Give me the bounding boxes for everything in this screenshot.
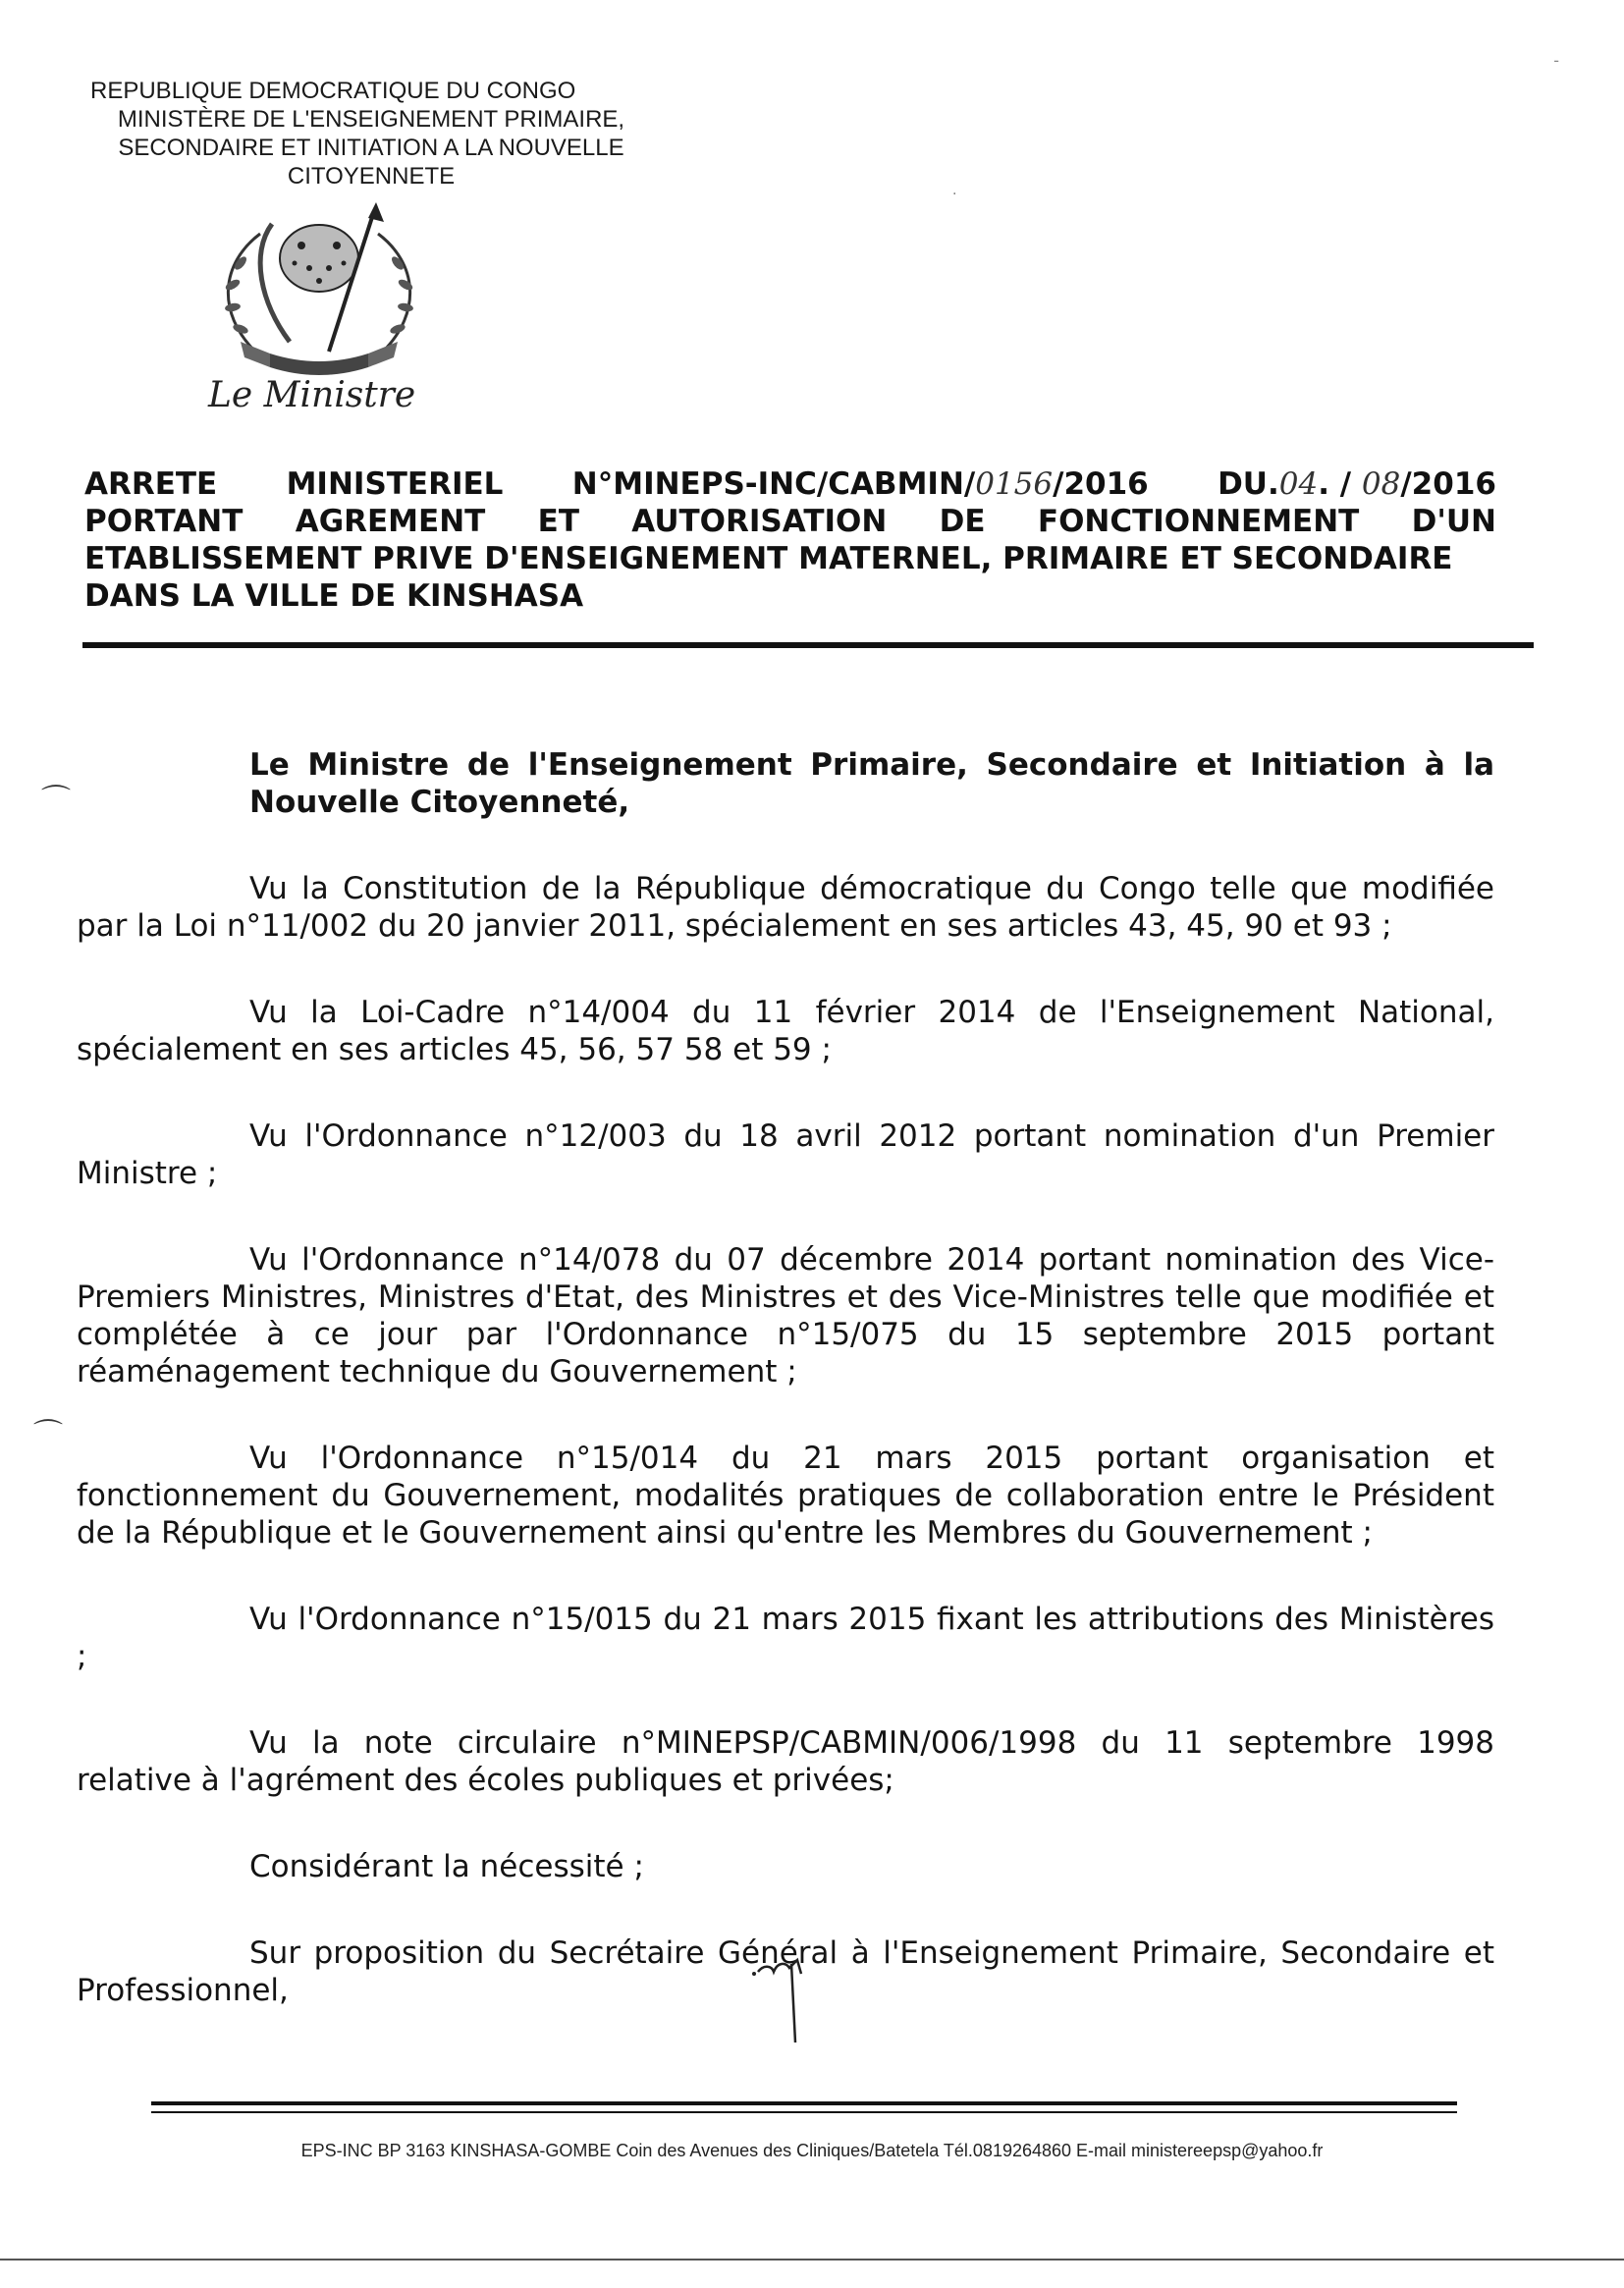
handwritten-month: 08 (1361, 466, 1401, 502)
title-line: DANS LA VILLE DE KINSHASA (84, 578, 584, 614)
paragraph: Vu la note circulaire n°MINEPSP/CABMIN/006/1998 du 11 septembre 1998 relative à l'agrément des écoles publiques et privées; (77, 1725, 1494, 1798)
scan-speck: · (952, 187, 957, 202)
letterhead-line: REPUBLIQUE DEMOCRATIQUE DU CONGO (90, 78, 576, 104)
title-word: N°MINEPS-INC/CABMIN/0156/2016 (571, 466, 1149, 502)
title-word: AGREMENT (295, 504, 486, 539)
paragraph: Vu l'Ordonnance n°12/003 du 18 avril 2012 portant nomination d'un Premier Ministre ; (77, 1118, 1494, 1191)
document-title (84, 465, 1496, 615)
paragraph: Vu l'Ordonnance n°15/015 du 21 mars 2015 fixant les attributions des Ministères ; (77, 1602, 1494, 1674)
corner-mark: - (1553, 51, 1559, 70)
title-word: MINISTERIEL (286, 466, 504, 502)
minister-caption: Le Ministre (208, 375, 416, 415)
title-word: ET (537, 504, 579, 539)
minister-greeting: Le Ministre de l'Enseignement Primaire, Secondaire et Initiation à la Nouvelle Citoyenneté, (249, 747, 1494, 820)
title-word: PORTANT (84, 504, 244, 539)
paragraph: Vu la Loi-Cadre n°14/004 du 11 février 2014 de l'Enseignement National, spécialement en ses articles 45, 56, 57 58 et 59 ; (77, 995, 1494, 1067)
margin-mark: ⌒ (33, 1418, 63, 1452)
paragraph: Vu la Constitution de la République démocratique du Congo telle que modifiée par la Loi n°11/002 du 20 janvier 2011, spécialement en ses articles 43, 45, 90 et 93 ; (77, 871, 1494, 944)
title-divider (82, 642, 1534, 648)
title-word: AUTORISATION (631, 504, 888, 539)
letterhead (86, 77, 656, 191)
title-word: DE (939, 504, 986, 539)
title-word: FONCTIONNEMENT (1037, 504, 1360, 539)
paragraph: Vu l'Ordonnance n°15/014 du 21 mars 2015 portant organisation et fonctionnement du Gouvernement, modalités pratiques de collaboration entre le Président de la République et le Gouvernement ainsi qu'entre les Membres du Gouvernement ; (77, 1441, 1494, 1551)
letterhead-line: CITOYENNETE (287, 163, 456, 190)
title-word: D'UN (1411, 504, 1496, 539)
title-word: ARRETE (84, 466, 218, 502)
letterhead-line: SECONDAIRE ET INITIATION A LA NOUVELLE (118, 135, 624, 161)
paragraph: Sur proposition du Secrétaire Général à l'Enseignement Primaire, Secondaire et Professionnel, (77, 1935, 1494, 2008)
footer-divider (151, 2111, 1457, 2113)
coat-of-arms-emblem (201, 194, 437, 381)
paragraph: Vu l'Ordonnance n°14/078 du 07 décembre 2014 portant nomination des Vice-Premiers Ministres, Ministres d'Etat, des Ministres et des Vice-Ministres telle que modifiée et complétée à ce jour par l'Ordonnance n°15/075 du 15 septembre 2015 portant réaménagement technique du Gouvernement ; (77, 1242, 1494, 1389)
handwritten-day: 04 (1278, 466, 1319, 502)
page-edge (0, 2259, 1624, 2261)
handwritten-number: 0156 (975, 466, 1054, 502)
paragraph: Considérant la nécessité ; (249, 1849, 644, 1884)
footer-divider (151, 2101, 1457, 2105)
initials-signature (750, 1954, 839, 2052)
title-word: DU.04. / 08/2016 (1218, 466, 1496, 502)
footer-address: EPS-INC BP 3163 KINSHASA-GOMBE Coin des Avenues des Cliniques/Batetela Tél.0819264860 E-mail ministereepsp@yahoo.fr (300, 2141, 1324, 2160)
title-line: ETABLISSEMENT PRIVE D'ENSEIGNEMENT MATERNEL, PRIMAIRE ET SECONDAIRE (84, 541, 1453, 576)
document-body (77, 746, 1494, 2009)
margin-mark: ⌒ (41, 784, 71, 818)
letterhead-line: MINISTÈRE DE L'ENSEIGNEMENT PRIMAIRE, (117, 106, 625, 133)
